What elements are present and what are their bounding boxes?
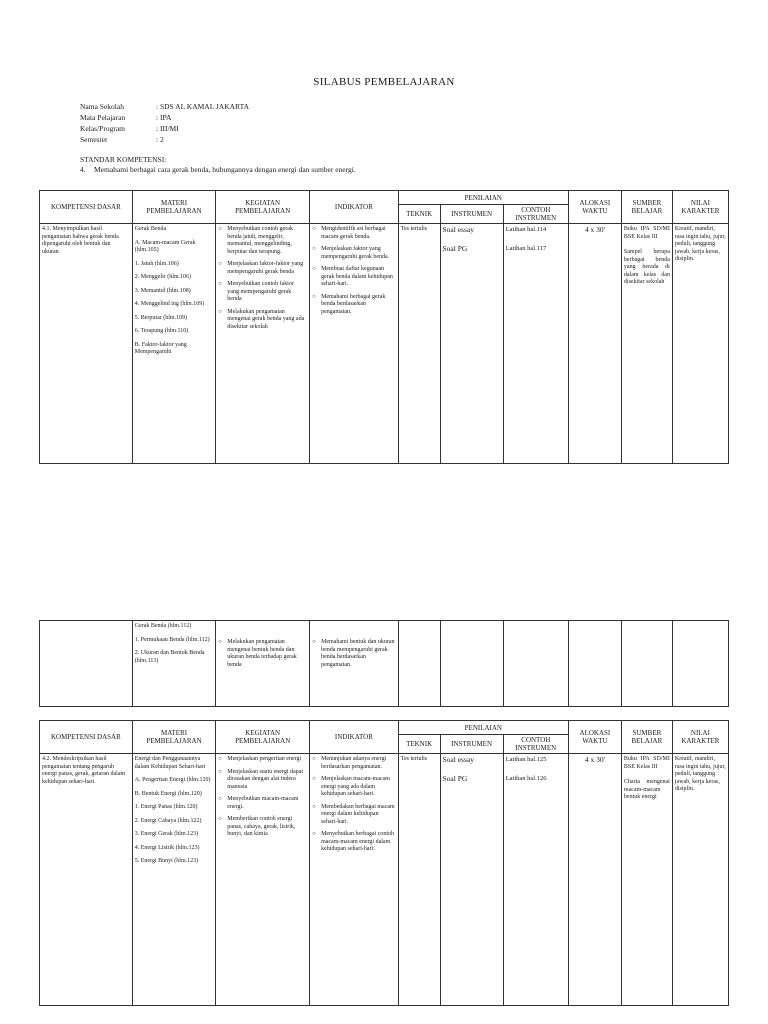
header-instrumen: INSTRUMEN (440, 205, 503, 224)
materi-cell (132, 621, 216, 707)
contoh-item: Latihan hal.114 (505, 226, 547, 233)
instrumen-item: Soal essay (442, 755, 474, 764)
syllabus-table-1 (39, 190, 729, 464)
bullet-icon: ○ (312, 293, 316, 300)
indikator-text: Mengidentifik asi berbagai macam gerak benda. (321, 226, 386, 240)
kegiatan-item (218, 796, 307, 811)
header-kd: KOMPETENSI DASAR (40, 191, 133, 224)
indikator-text: Menunjukan adanya energi berdasarkan pengamatan. (321, 756, 387, 770)
kegiatan-item (218, 639, 307, 669)
materi-item: 1. Permukaan Benda (hlm.112) (134, 636, 210, 643)
header-penilaian: PENILAIAN (398, 721, 568, 735)
indikator-item (312, 831, 396, 854)
info-label: Kelas/Program (80, 124, 125, 133)
materi-item: A. Macam-macam Gerak (hlm.105) (134, 239, 196, 253)
header-indikator: INDIKATOR (310, 191, 399, 224)
info-value: : 2 (156, 135, 164, 144)
sumber-cell (621, 224, 672, 464)
materi-item: 4. Energi Listrik (hlm.123) (134, 844, 200, 851)
standar-item (80, 165, 356, 175)
instrumen-item: Soal essay (442, 225, 474, 234)
materi-cell (132, 224, 216, 464)
header-nilai: NILAI KARAKTER (672, 721, 728, 754)
indikator-item (312, 246, 396, 261)
alokasi-cell: 4 x 30' (568, 754, 621, 1006)
materi-item: 4. Menggelind ing (hlm.109) (134, 301, 205, 307)
bullet-icon: ○ (312, 831, 316, 837)
nilai-cell (672, 621, 728, 707)
header-alokasi: ALOKASI WAKTU (568, 191, 621, 224)
materi-item: Gerak Benda (hlm.112) (134, 623, 192, 629)
info-label: Semester (80, 135, 108, 144)
indikator-item (312, 756, 396, 771)
sumber-item: Buku IPA SD/MI BSE Kelas III (623, 756, 670, 770)
indikator-text: Menyebutkan berbagai contoh macam-macam energi dalam kehidupan sehari-hari. (321, 831, 395, 852)
header-materi: MATERI PEMBELAJARAN (132, 191, 216, 224)
instrumen-cell (440, 621, 503, 707)
materi-item: 3. Energi Gerak (hlm.123) (134, 831, 199, 837)
info-row-subject (80, 112, 249, 123)
header-alokasi: ALOKASI WAKTU (568, 721, 621, 754)
header-teknik: TEKNIK (398, 205, 440, 224)
indikator-text: Menjelaskan faktor yang mempengaruhi gerak benda. (321, 246, 390, 260)
indikator-item (312, 804, 396, 827)
teknik-cell: Tes tertulis (398, 754, 440, 1006)
materi-item: 2. Menggelir (hlm.106) (134, 274, 192, 280)
kegiatan-text: Menyebutkan contoh faktor yang mempengaruhi gerak benda (227, 281, 294, 302)
kegiatan-text: Melakukan pengamatan mengenai bentuk benda dan ukuran benda terhadap gerak benda (227, 639, 297, 668)
bullet-icon: ○ (312, 246, 316, 252)
header-kegiatan: KEGIATAN PEMBELAJARAN (216, 191, 310, 224)
materi-item: 1. Energi Panas (hlm.120) (134, 804, 198, 810)
page-title: SILABUS PEMBELAJARAN (313, 76, 455, 88)
header-sumber: SUMBER BELAJAR (621, 721, 672, 754)
sumber-cell (621, 621, 672, 707)
kegiatan-item (218, 816, 307, 839)
indikator-item (312, 776, 396, 799)
kegiatan-item (218, 756, 307, 764)
bullet-icon: ○ (218, 308, 222, 315)
bullet-icon: ○ (312, 803, 316, 810)
table-row (40, 224, 729, 464)
materi-item: 5. Energi Bunyi (hlm.123) (134, 858, 199, 864)
instrumen-cell (440, 224, 503, 464)
info-value: : IPA (156, 113, 172, 122)
kegiatan-text: Melakukan pengamatan mengenai gerak benda yang ada disekitar sekolah (227, 308, 305, 330)
bullet-icon: ○ (218, 796, 222, 802)
table-row (40, 621, 729, 707)
kegiatan-item (218, 309, 307, 332)
sumber-item: Sampel berupa berbagai benda yang berada di dalam kelas dan disekitar sekolah (623, 249, 670, 285)
info-row-school (80, 101, 249, 112)
materi-item: B. Bentuk Energi (hlm.120) (134, 790, 202, 797)
bullet-icon: ○ (312, 639, 316, 645)
contoh-cell (503, 754, 568, 1006)
bullet-icon: ○ (218, 261, 222, 267)
standar-kompetensi (80, 155, 356, 175)
indikator-text: Memahami bentuk dan ukuran benda mempengaruhi gerak benda berdasarkan pengamatan. (321, 639, 395, 668)
contoh-cell (503, 621, 568, 707)
header-contoh: CONTOH INSTRUMEN (503, 205, 568, 224)
info-row-class (80, 123, 249, 134)
materi-item: 5. Berputar (hlm.109) (134, 314, 188, 321)
header-contoh: CONTOH INSTRUMEN (503, 735, 568, 754)
materi-item: 2. Energi Cahaya (hlm.122) (134, 817, 202, 824)
bullet-icon: ○ (312, 756, 316, 762)
contoh-cell (503, 224, 568, 464)
materi-item: Gerak Benda (134, 226, 167, 232)
header-materi: MATERI PEMBELAJARAN (132, 721, 216, 754)
bullet-icon: ○ (312, 266, 316, 272)
header-penilaian: PENILAIAN (398, 191, 568, 205)
kegiatan-cell (216, 224, 310, 464)
header-indikator: INDIKATOR (310, 721, 399, 754)
indikator-text: Menjelaskan macam-macam energi yang ada dalam kehidupan sehari-hari. (321, 776, 390, 797)
instrumen-cell (440, 754, 503, 1006)
sumber-item: Charta mengenai macam-macam bentuk energi (623, 779, 670, 800)
info-value: : III/MI (156, 124, 179, 133)
materi-item: 2. Ukuran dan Bentuk Benda (hlm.113) (134, 650, 205, 664)
kegiatan-cell (216, 754, 310, 1006)
bullet-icon: ○ (218, 639, 222, 645)
kegiatan-text: Menyebutkan macam-macam energi. (227, 796, 299, 810)
kd-cell: 4.1. Menyimpulkan hasil pengamatan bahwa gerak benda dipengaruhi oleh bentuk dan ukuran. (40, 224, 133, 464)
kd-cell (40, 621, 133, 707)
bullet-icon: ○ (218, 756, 222, 762)
alokasi-cell (568, 621, 621, 707)
materi-item: Energi dan Penggunaannya dalam Kehidupan Sehari-hari (134, 756, 206, 770)
contoh-item: Latihan hal.117 (505, 244, 547, 252)
sumber-cell (621, 754, 672, 1006)
materi-item: 6. Terapung (hlm.110) (134, 328, 189, 334)
kegiatan-item (218, 769, 307, 792)
header-nilai: NILAI KARAKTER (672, 191, 728, 224)
indikator-text: Membuat daftar kegunaan gerak benda dalam kehidupan sehari-hari. (321, 266, 393, 287)
kegiatan-item (218, 226, 307, 256)
info-label: Mata Pelajaran (80, 113, 126, 122)
bullet-icon: ○ (218, 816, 222, 822)
info-value: : SDS AL KAMAL JAKARTA (156, 102, 249, 111)
bullet-icon: ○ (218, 768, 222, 775)
standar-num: 4. (80, 165, 86, 174)
materi-item: A. Pengertian Energi (hlm.120) (134, 777, 211, 783)
nilai-cell: Kreatif, mandiri, rasa ingin tahu, jujur, peduli, tanggung jawab, kerja keras, disiplin. (672, 224, 728, 464)
indikator-text: Membedakan berbagai macam energi dalam kehidupan sehari-hari. (321, 803, 395, 825)
instrumen-item: Soal PG (442, 243, 468, 253)
syllabus-table-2 (39, 720, 729, 1006)
nilai-cell: Kreatif, mandiri, rasa ingin tahu, jujur, peduli, tanggung jawab, kerja keras, disiplin. (672, 754, 728, 1006)
kegiatan-item (218, 281, 307, 304)
teknik-cell (398, 621, 440, 707)
standar-text: Memahami berbagai cara gerak benda, hubungannya dengan energi dan sumber energi. (94, 165, 356, 174)
kegiatan-item (218, 261, 307, 276)
bullet-icon: ○ (312, 776, 316, 782)
materi-cell (132, 754, 216, 1006)
contoh-item: Latihan hal.125 (505, 756, 547, 763)
bullet-icon: ○ (312, 226, 316, 232)
standar-heading: STANDAR KOMPETENSI: (80, 155, 167, 164)
table-row (40, 754, 729, 1006)
kegiatan-text: Menjelaskan suatu energi dapat dirasakan dengan alat indera manusia (227, 768, 303, 790)
indikator-cell (310, 621, 399, 707)
alokasi-cell: 4 x 30' (568, 224, 621, 464)
bullet-icon: ○ (218, 281, 222, 287)
materi-item: 1. Jatuh (hlm.106) (134, 260, 179, 267)
instrumen-item: Soal PG (442, 773, 468, 783)
materi-item: 3. Memantul (hlm.108) (134, 287, 191, 294)
indikator-item (312, 266, 396, 289)
kd-cell: 4.2. Mendeskripsikan hasil pengamatan tentang pengaruh energi panas, gerak, getaran dalam kehidupan sehari-hari. (40, 754, 133, 1006)
teknik-cell: Tes tertulis (398, 224, 440, 464)
header-instrumen: INSTRUMEN (440, 735, 503, 754)
kegiatan-text: Memberikan contoh energi panas, cahaya, gerak, listrik, bunyi, dan kimia (227, 816, 296, 837)
kegiatan-text: Menjelaskan pengertian energi (227, 756, 302, 762)
info-row-semester (80, 134, 249, 145)
syllabus-table-continuation (39, 620, 729, 707)
kegiatan-text: Menjelaskan faktor-faktor yang mempengaruhi gerak benda (227, 261, 304, 275)
indikator-cell (310, 754, 399, 1006)
indikator-item (312, 639, 396, 669)
header-kegiatan: KEGIATAN PEMBELAJARAN (216, 721, 310, 754)
header-teknik: TEKNIK (398, 735, 440, 754)
school-info (80, 101, 249, 145)
indikator-text: Memahami berbagai gerak benda berdasarkan pengamatan. (321, 293, 386, 315)
indikator-item (312, 294, 396, 317)
sumber-item: Buku IPA SD/MI BSE Kelas III (623, 226, 670, 240)
info-label: Nama Sekolah (80, 102, 124, 111)
indikator-item (312, 226, 396, 241)
indikator-cell (310, 224, 399, 464)
contoh-item: Latihan hal.126 (505, 774, 547, 782)
bullet-icon: ○ (218, 226, 222, 232)
materi-item: B. Faktor-faktor yang Mempengaruhi (134, 341, 187, 355)
header-kd: KOMPETENSI DASAR (40, 721, 133, 754)
kegiatan-cell (216, 621, 310, 707)
kegiatan-text: Menyebutkan contoh gerak benda jatuh, menggelir, memantul, menggelinding, berputar dan terapung. (227, 226, 293, 255)
header-sumber: SUMBER BELAJAR (621, 191, 672, 224)
